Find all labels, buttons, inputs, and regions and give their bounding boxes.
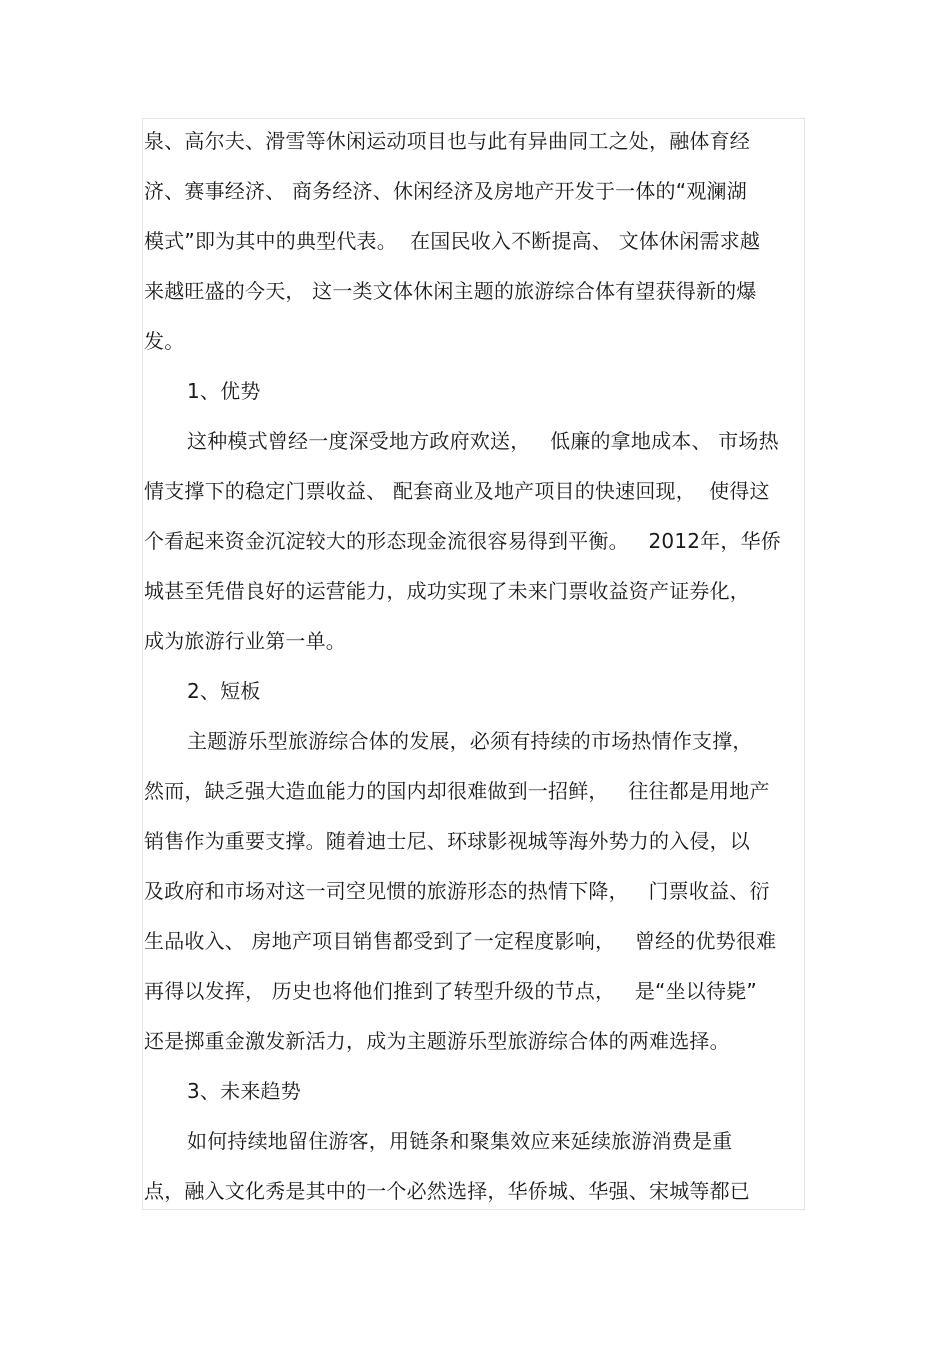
text-line: 个看起来资金沉淀较大的形态现金流很容易得到平衡。 2012年，华侨: [144, 529, 781, 553]
text-line: 销售作为重要支撑。随着迪士尼、环球影视城等海外势力的入侵，以: [144, 829, 750, 853]
text-line: 点，融入文化秀是其中的一个必然选择，华侨城、华强、宋城等都已: [144, 1179, 750, 1203]
text-line: 然而，缺乏强大造血能力的国内却很难做到一招鲜， 往往都是用地产: [144, 779, 770, 803]
text-line: 这种模式曾经一度深受地方政府欢送， 低廉的拿地成本、 市场热: [187, 429, 779, 453]
text-line: 来越旺盛的今天， 这一类文体休闲主题的旅游综合体有望获得新的爆: [144, 279, 757, 303]
document-body: [144, 121, 806, 1221]
text-line: 模式”即为其中的典型代表。 在国民收入不断提高、 文体休闲需求越: [144, 229, 761, 253]
text-line: 2、短板: [187, 679, 261, 703]
text-line: 1、优势: [187, 379, 261, 403]
text-line: 成为旅游行业第一单。: [144, 629, 346, 653]
text-line: 还是掷重金激发新活力，成为主题游乐型旅游综合体的两难选择。: [144, 1029, 730, 1053]
text-line: 如何持续地留住游客，用链条和聚集效应来延续旅游消费是重: [187, 1129, 733, 1153]
text-line: 情支撑下的稳定门票收益、 配套商业及地产项目的快速回现， 使得这: [144, 479, 770, 503]
text-line: 发。: [144, 329, 185, 353]
text-line: 生品收入、 房地产项目销售都受到了一定程度影响， 曾经的优势很难: [144, 929, 777, 953]
text-line: 济、赛事经济、 商务经济、休闲经济及房地产开发于一体的“观澜湖: [144, 179, 747, 203]
text-line: 3、未来趋势: [187, 1079, 301, 1103]
text-line: 泉、高尔夫、滑雪等休闲运动项目也与此有异曲同工之处，融体育经: [144, 129, 750, 153]
text-line: 再得以发挥， 历史也将他们推到了转型升级的节点， 是“坐以待毙”: [144, 979, 757, 1003]
text-line: 主题游乐型旅游综合体的发展，必须有持续的市场热情作支撑，: [187, 729, 753, 753]
text-line: 及政府和市场对这一司空见惯的旅游形态的热情下降， 门票收益、衍: [144, 879, 770, 903]
text-line: 城甚至凭借良好的运营能力，成功实现了未来门票收益资产证券化，: [144, 579, 750, 603]
